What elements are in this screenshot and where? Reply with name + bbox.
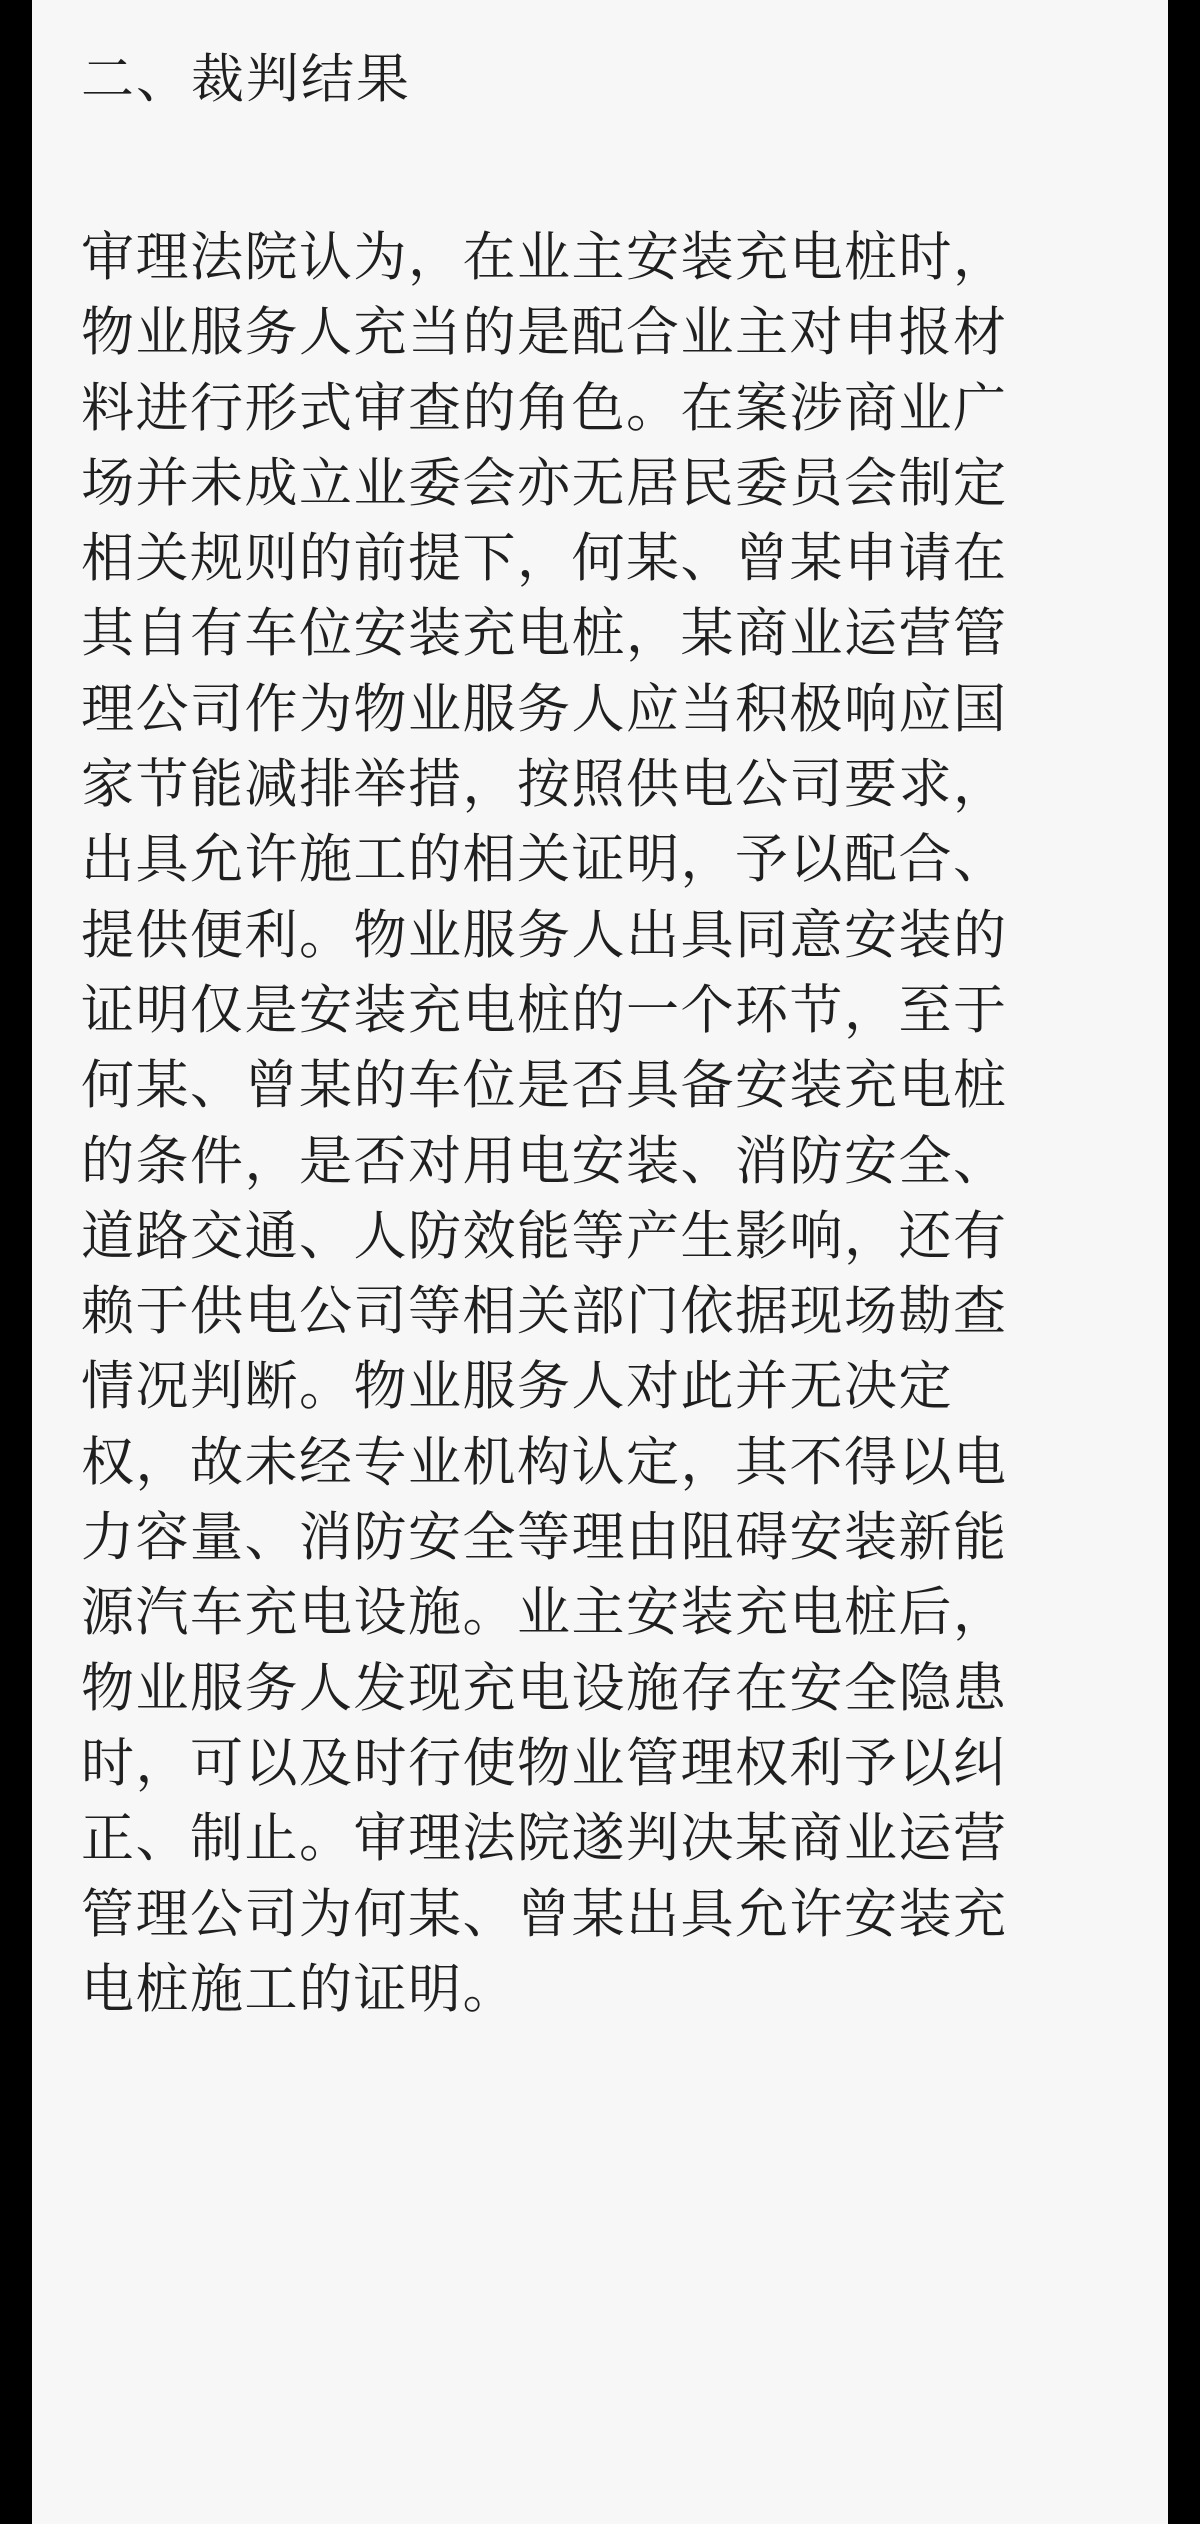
paragraph-line: 场并未成立业委会亦无居民委员会制定 [81, 452, 1008, 514]
paragraph-line: 提供便利。物业服务人出具同意安装的 [81, 904, 1008, 966]
paragraph-line: 审理法院认为，在业主安装充电桩时， [81, 227, 1008, 288]
paragraph-line: 情况判断。物业服务人对此并无决定 [81, 1356, 953, 1418]
paragraph-line: 何某、曾某的车位是否具备安装充电桩 [81, 1055, 1008, 1117]
judgment-paragraph [81, 220, 1121, 2027]
paragraph-line: 赖于供电公司等相关部门依据现场勘查 [81, 1281, 1008, 1343]
paragraph-line: 道路交通、人防效能等产生影响，还有 [81, 1205, 1008, 1267]
paragraph-line: 的条件，是否对用电安装、消防安全、 [81, 1130, 1008, 1192]
paragraph-line: 力容量、消防安全等理由阻碍安装新能 [81, 1507, 1008, 1569]
paragraph-line: 料进行形式审查的角色。在案涉商业广 [81, 377, 1008, 439]
paragraph-line: 物业服务人发现充电设施存在安全隐患 [81, 1657, 1008, 1719]
paragraph-line: 理公司作为物业服务人应当积极响应国 [81, 678, 1008, 740]
paragraph-line: 权，故未经专业机构认定，其不得以电 [81, 1431, 1008, 1493]
paragraph-line: 源汽车充电设施。业主安装充电桩后， [81, 1582, 1008, 1644]
paragraph-line: 证明仅是安装充电桩的一个环节，至于 [81, 979, 1008, 1041]
paragraph-line: 电桩施工的证明。 [81, 1958, 517, 2020]
paragraph-line: 正、制止。审理法院遂判决某商业运营 [81, 1808, 1008, 1870]
paragraph-line: 家节能减排举措，按照供电公司要求， [81, 754, 1008, 816]
paragraph-line: 相关规则的前提下，何某、曾某申请在 [81, 528, 1008, 590]
paragraph-line: 管理公司为何某、曾某出具允许安装充 [81, 1883, 1008, 1945]
paragraph-line: 其自有车位安装充电桩，某商业运营管 [81, 603, 1008, 665]
section-heading: 二、裁判结果 [81, 49, 411, 110]
document-page [32, 0, 1168, 2524]
paragraph-line: 时，可以及时行使物业管理权利予以纠 [81, 1732, 1008, 1794]
paragraph-line: 物业服务人充当的是配合业主对申报材 [81, 302, 1008, 364]
paragraph-line: 出具允许施工的相关证明，予以配合、 [81, 829, 1008, 891]
